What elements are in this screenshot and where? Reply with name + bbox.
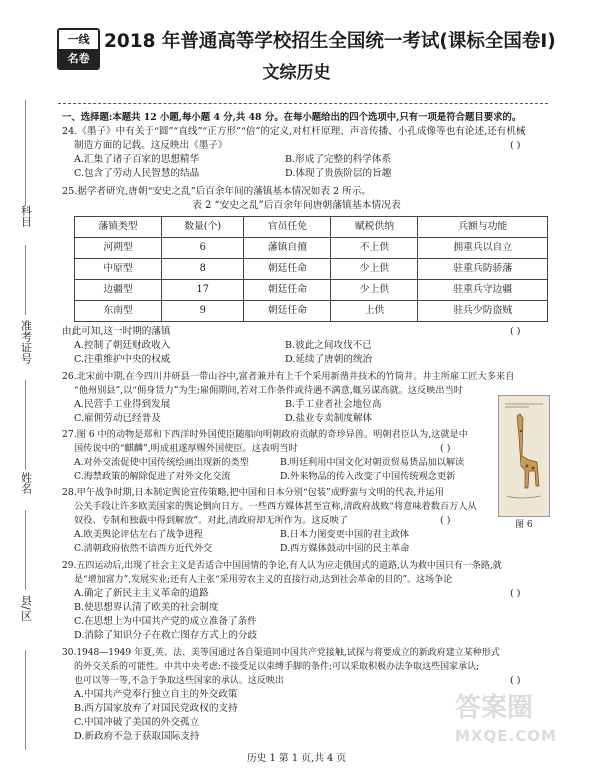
side-rule bbox=[25, 650, 26, 750]
q27-stem-2: 国传说中的“麒麟”,明成祖遂厚赐外国使臣。这表明当时 bbox=[74, 443, 298, 454]
q29-option-a: A.确定了新民主主义革命的道路 bbox=[74, 588, 209, 599]
q30-option-a: A.中国共产党奉行独立自主的外交政策 bbox=[74, 689, 238, 700]
q30-stem-2: 的外交关系的可能性。中共中央考虑:不接受足以束缚手脚的条件;可以采取积极办法争取这些国家承认; bbox=[74, 662, 480, 672]
answer-bracket: ( ) bbox=[440, 515, 451, 526]
q27-option-d: D.外来物品的传入改变了中国传统观念更新 bbox=[280, 471, 456, 482]
q30-stem-3: 也可以等一等,不急于争取这些国家的承认。这反映出 bbox=[74, 676, 284, 686]
section-heading: 一、选择题:本题共 12 小题,每小题 4 分,共 48 分。在每小题给出的四个选项中,只有一项是符合题目要求的。 bbox=[62, 112, 522, 123]
table-header: 数量(个) bbox=[162, 217, 244, 238]
table-cell: 拥重兵以自立 bbox=[418, 238, 548, 259]
q25-option-b: B.彼此之间攻伐不已 bbox=[285, 340, 372, 351]
side-rule bbox=[25, 245, 26, 315]
q28-stem-3: 奴役、专制和独裁中得到解放”。对此,清政府却无所作为。这反映了 bbox=[74, 515, 349, 526]
table-cell: 少上供 bbox=[331, 259, 418, 280]
answer-bracket: ( ) bbox=[510, 326, 521, 337]
table-row bbox=[75, 238, 548, 259]
q25-stem: 25.据学者研究,唐朝“安史之乱”后百余年间的藩镇基本情况如表 2 所示。 bbox=[62, 186, 371, 197]
q27-option-c: C.海禁政策的解除促进了对外文化交流 bbox=[74, 471, 231, 482]
table-header: 赋税供纳 bbox=[331, 217, 418, 238]
q28-option-c: C.清朝政府依然不谙西方近代外交 bbox=[74, 543, 213, 554]
table-cell: 藩镇自擅 bbox=[244, 238, 331, 259]
table-cell: 6 bbox=[162, 238, 244, 259]
q27-stem-1: 27.图 6 中的动物是郑和下西洋时外国使臣随船向明朝政府贡献的奇珍异兽。明朝君臣认为,这就是中 bbox=[62, 429, 468, 440]
q30-option-d: D.新政府不急于获取国际支持 bbox=[74, 731, 200, 742]
figure-label: 图 6 bbox=[515, 520, 533, 530]
exam-subtitle: 文综历史 bbox=[262, 63, 331, 83]
q24-option-a: A.汇集了诸子百家的思想精华 bbox=[74, 154, 200, 165]
q29-option-d: D.消除了知识分子在救亡图存方式上的分歧 bbox=[74, 630, 258, 641]
table-header: 兵额与功能 bbox=[418, 217, 548, 238]
q29-option-b: B.使思想界认清了欧美的社会制度 bbox=[74, 602, 219, 613]
watermark-line1: 答案圈 bbox=[455, 693, 534, 723]
q27-option-a: A.对外交流促使中国传统绘画出现新的类型 bbox=[74, 457, 249, 468]
answer-bracket: ( ) bbox=[440, 443, 451, 454]
q25-option-a: A.控制了朝廷财政收入 bbox=[74, 340, 171, 351]
table-cell: 驻重兵防骄藩 bbox=[418, 259, 548, 280]
q30-option-b: B.西方国家放弃了对国民党政权的支持 bbox=[74, 703, 238, 714]
side-label-exam-id: 准考证号 bbox=[14, 320, 38, 367]
table-cell: 中原型 bbox=[75, 259, 162, 280]
q30-stem-1: 30.1948—1949 年夏,英、法、美等国通过各自渠道同中国共产党接触,试探与将要成立的新政府建立某种形式 bbox=[62, 648, 500, 658]
table-cell: 朝廷任命 bbox=[244, 280, 331, 301]
side-rule bbox=[25, 510, 26, 590]
table-cell: 朝廷任命 bbox=[244, 259, 331, 280]
q25-option-d: D.延续了唐朝的统治 bbox=[285, 354, 373, 365]
table-cell: 边疆型 bbox=[75, 280, 162, 301]
q26-option-d: D.盐业专卖制度解体 bbox=[285, 413, 373, 424]
q24-option-c: C.包含了劳动人民智慧的结晶 bbox=[74, 168, 200, 179]
table-caption: 表 2 “安史之乱”后百余年间唐朝藩镇基本情况表 bbox=[192, 200, 401, 211]
q26-stem-2: “他州别县”,以“佣身赁力”为生;雇佣期间,若对工作条件或待遇不满意,辄另谋高就。这反映出当时 bbox=[74, 385, 463, 396]
watermark bbox=[455, 690, 580, 760]
q28-option-a: A.欧美舆论评估左右了战争进程 bbox=[74, 529, 203, 540]
side-label-region: 县/区 bbox=[14, 595, 38, 624]
q29-stem-1: 29.五四运动后,出现了社会主义是否适合中国国情的争论,有人认为应走俄国式的道路,认为救中国只有一条路,就 bbox=[62, 561, 502, 571]
q30-option-c: C.中国冲破了美国的外交孤立 bbox=[74, 717, 200, 728]
q28-option-b: B.日本力图变更中国的君主政体 bbox=[280, 529, 410, 540]
q29-option-c: C.在思想上为中国共产党的成立准备了条件 bbox=[74, 616, 257, 627]
answer-bracket: ( ) bbox=[510, 588, 521, 599]
table-cell: 8 bbox=[162, 259, 244, 280]
q27-option-b: B.明廷利用中国文化对朝贡贸易货品加以解读 bbox=[280, 457, 465, 468]
table-cell: 东南型 bbox=[75, 301, 162, 322]
table-header-row bbox=[75, 217, 548, 238]
q26-option-b: B.手工业者社会地位高 bbox=[285, 399, 382, 410]
table-header: 官员任免 bbox=[244, 217, 331, 238]
answer-bracket: ( ) bbox=[510, 675, 521, 686]
q25-option-c: C.注重维护中央的权威 bbox=[74, 354, 171, 365]
q25-after: 由此可知,这一时期的藩镇 bbox=[62, 326, 171, 337]
giraffe-painting-image bbox=[498, 395, 550, 517]
logo-line1: 一线 bbox=[59, 30, 98, 49]
table-cell: 不上供 bbox=[331, 238, 418, 259]
table-cell: 河朔型 bbox=[75, 238, 162, 259]
side-rule bbox=[25, 100, 26, 210]
page-footer: 历史 1 第 1 页,共 4 页 bbox=[246, 753, 347, 764]
side-label-subject: 科目 bbox=[14, 205, 38, 230]
q29-stem-2: 是“增加富力”,发展实业;还有人主张“采用劳农主义的直接行动,达到社会革命的目的”。这场争论 bbox=[74, 575, 453, 585]
data-table bbox=[74, 216, 548, 322]
exam-title: 2018 年普通高等学校招生全国统一考试(课标全国卷Ⅰ) bbox=[104, 31, 556, 52]
q24-stem-1: 24.《墨子》中有关于“圆”“直线”“正方形”“倍”的定义,对杠杆原理、声音传播、小孔成像等也有论述,还有机械 bbox=[62, 126, 526, 137]
q26-stem-1: 26.北宋前中期,在今四川井研县一带山谷中,富者兼并有上千个采用新凿井技术的竹筒井。井主所雇工匠大多来自 bbox=[62, 371, 515, 382]
table-cell: 上供 bbox=[331, 301, 418, 322]
table-cell: 少上供 bbox=[331, 280, 418, 301]
table-row bbox=[75, 259, 548, 280]
side-rule bbox=[25, 380, 26, 470]
side-label-name: 姓名 bbox=[14, 472, 38, 497]
table-cell: 驻兵少防盗贼 bbox=[418, 301, 548, 322]
table-cell: 朝廷任命 bbox=[244, 301, 331, 322]
q24-option-b: B.形成了完整的科学体系 bbox=[285, 154, 392, 165]
logo-line2: 名卷 bbox=[59, 49, 98, 68]
answer-bracket: ( ) bbox=[510, 140, 521, 151]
q28-stem-2: 公关手段让许多欧美国家的舆论倒向日方。一些西方媒体甚至宣称,清政府战败“将意味着数百万人从 bbox=[74, 501, 477, 512]
watermark-line2: MXQE.COM bbox=[455, 727, 557, 745]
table-cell: 9 bbox=[162, 301, 244, 322]
table-row bbox=[75, 301, 548, 322]
q28-option-d: D.西方媒体鼓动中国的民主革命 bbox=[280, 543, 410, 554]
q26-option-a: A.民营手工业得到发展 bbox=[74, 399, 171, 410]
table-row bbox=[75, 280, 548, 301]
table-header: 藩镇类型 bbox=[75, 217, 162, 238]
table-cell: 驻重兵守边疆 bbox=[418, 280, 548, 301]
q24-option-d: D.体现了贵族阶层的旨趣 bbox=[285, 168, 392, 179]
q24-stem-2: 制造方面的记载。这反映出《墨子》 bbox=[74, 140, 228, 151]
q28-stem-1: 28.甲午战争时期,日本制定舆论宣传策略,把中国和日本分别“包装”成野蛮与文明的代表,并运用 bbox=[62, 487, 444, 498]
q26-option-c: C.雇佣劳动已经普及 bbox=[74, 413, 161, 424]
divider bbox=[58, 103, 548, 104]
table-cell: 17 bbox=[162, 280, 244, 301]
